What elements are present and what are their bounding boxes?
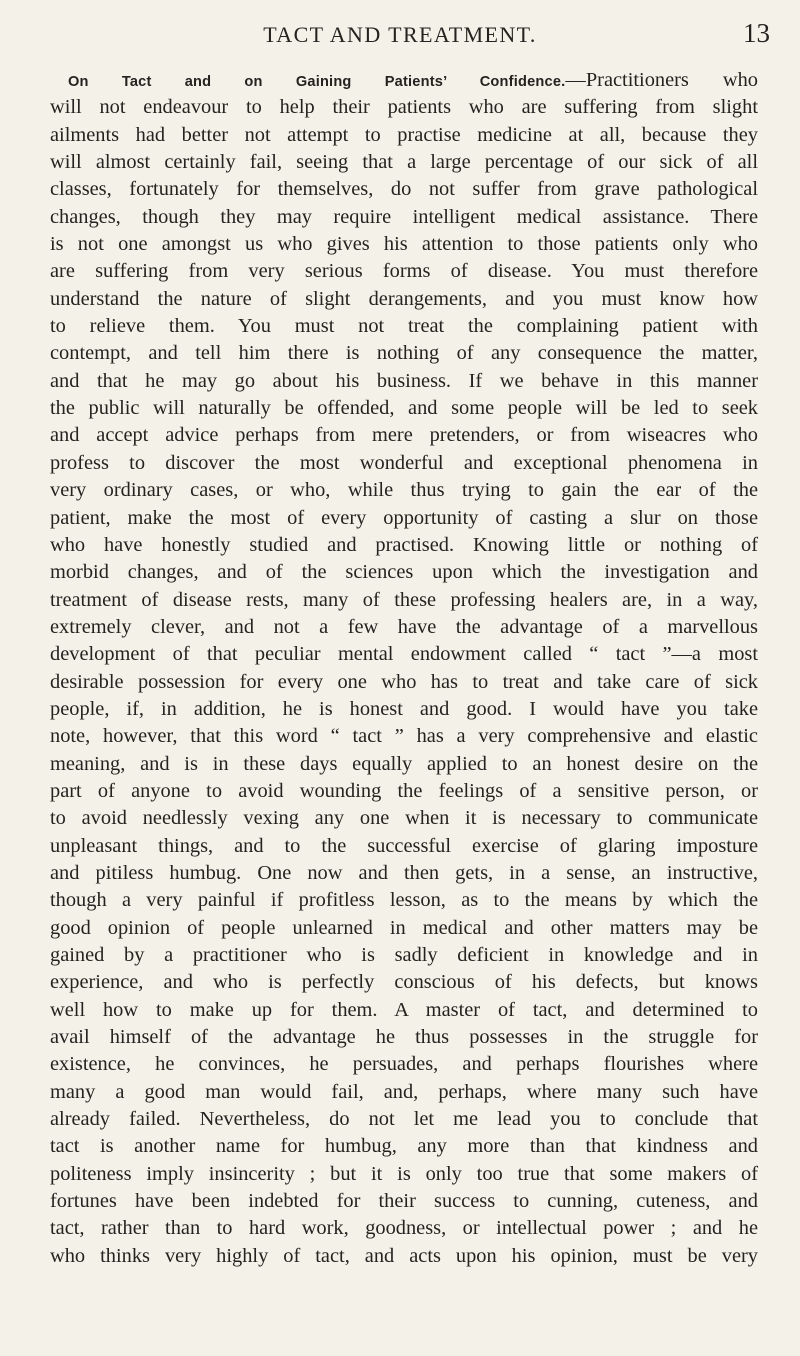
text-line: profess to discover the most wonderful and exceptional phenomena in bbox=[50, 451, 758, 474]
text-line: contempt, and tell him there is nothing of any consequence the matter, bbox=[50, 342, 758, 365]
text-line: experience, and who is perfectly conscious of his defects, but knows bbox=[50, 971, 758, 994]
text-line: the public will naturally be offended, and some people will be led to seek bbox=[50, 397, 758, 420]
text-line: tact, rather than to hard work, goodness, or intellectual power ; and he bbox=[50, 1217, 758, 1240]
text-line: is not one amongst us who gives his attention to those patients only who bbox=[50, 233, 758, 256]
text-line: and accept advice perhaps from mere pretenders, or from wiseacres who bbox=[50, 424, 758, 447]
text-line: who thinks very highly of tact, and acts upon his opinion, must be very bbox=[50, 1244, 758, 1267]
page-number: 13 bbox=[743, 18, 770, 48]
text-line: many a good man would fail, and, perhaps, where many such have bbox=[50, 1080, 758, 1103]
text-line: very ordinary cases, or who, while thus trying to gain the ear of the bbox=[50, 479, 758, 502]
text-line: good opinion of people unlearned in medical and other matters may be bbox=[50, 916, 758, 939]
text-line: gained by a practitioner who is sadly deficient in knowledge and in bbox=[50, 944, 758, 966]
text-line: and that he may go about his business. If we behave in this manner bbox=[50, 369, 758, 392]
text-line: to avoid needlessly vexing any one when it is necessary to communicate bbox=[50, 807, 758, 830]
running-title: TACT AND TREATMENT. bbox=[263, 22, 537, 47]
text-line: will almost certainly fail, seeing that a large percentage of our sick of all bbox=[50, 151, 758, 174]
text-line: unpleasant things, and to the successful exercise of glaring imposture bbox=[50, 834, 758, 857]
text-line: morbid changes, and of the sciences upon which the investigation and bbox=[50, 561, 758, 584]
paragraph-lines bbox=[50, 94, 758, 1270]
text-line: people, if, in addition, he is honest and good. I would have you take bbox=[50, 697, 758, 720]
running-head bbox=[0, 16, 800, 56]
text-line: will not endeavour to help their patients who are suffering from slight bbox=[50, 96, 758, 119]
text-line: well how to make up for them. A master of tact, and determined to bbox=[50, 998, 758, 1021]
text-line: classes, fortunately for themselves, do not suffer from grave pathological bbox=[50, 178, 758, 201]
text-line: existence, he convinces, he persuades, and perhaps flourishes where bbox=[50, 1053, 758, 1076]
text-line: though a very painful if profitless lesson, as to the means by which the bbox=[50, 889, 758, 912]
first-line bbox=[50, 67, 758, 94]
body-text bbox=[50, 67, 758, 1270]
text-line: tact is another name for humbug, any more than that kindness and bbox=[50, 1135, 758, 1158]
text-line: changes, though they may require intelligent medical assistance. There bbox=[50, 205, 758, 228]
text-line: desirable possession for every one who has to treat and take care of sick bbox=[50, 670, 758, 693]
first-line-rest: —Practitioners who bbox=[565, 69, 758, 91]
text-line: to relieve them. You must not treat the complaining patient with bbox=[50, 315, 758, 338]
text-line: who have honestly studied and practised. Knowing little or nothing of bbox=[50, 533, 758, 556]
text-line: patient, make the most of every opportunity of casting a slur on those bbox=[50, 506, 758, 529]
text-line: meaning, and is in these days equally applied to an honest desire on the bbox=[50, 752, 758, 775]
text-line: politeness imply insincerity ; but it is only too true that some makers of bbox=[50, 1162, 758, 1185]
section-heading: On Tact and on Gaining Patients’ Confidence. bbox=[68, 74, 566, 90]
text-line: note, however, that this word “ tact ” has a very comprehensive and elastic bbox=[50, 725, 758, 748]
text-line: understand the nature of slight derangements, and you must know how bbox=[50, 287, 758, 310]
text-line: ailments had better not attempt to practise medicine at all, because they bbox=[50, 123, 758, 146]
text-line: extremely clever, and not a few have the advantage of a marvellous bbox=[50, 615, 758, 638]
text-line: and pitiless humbug. One now and then gets, in a sense, an instructive, bbox=[50, 861, 758, 884]
text-line: are suffering from very serious forms of disease. You must therefore bbox=[50, 260, 758, 283]
text-line: part of anyone to avoid wounding the feelings of a sensitive person, or bbox=[50, 779, 758, 802]
text-line: treatment of disease rests, many of these professing healers are, in a way, bbox=[50, 588, 758, 611]
text-line: already failed. Nevertheless, do not let me lead you to conclude that bbox=[50, 1108, 758, 1131]
text-line: fortunes have been indebted for their success to cunning, cuteness, and bbox=[50, 1190, 758, 1213]
text-line: development of that peculiar mental endowment called “ tact ”—a most bbox=[50, 643, 758, 666]
text-line: avail himself of the advantage he thus possesses in the struggle for bbox=[50, 1026, 758, 1049]
